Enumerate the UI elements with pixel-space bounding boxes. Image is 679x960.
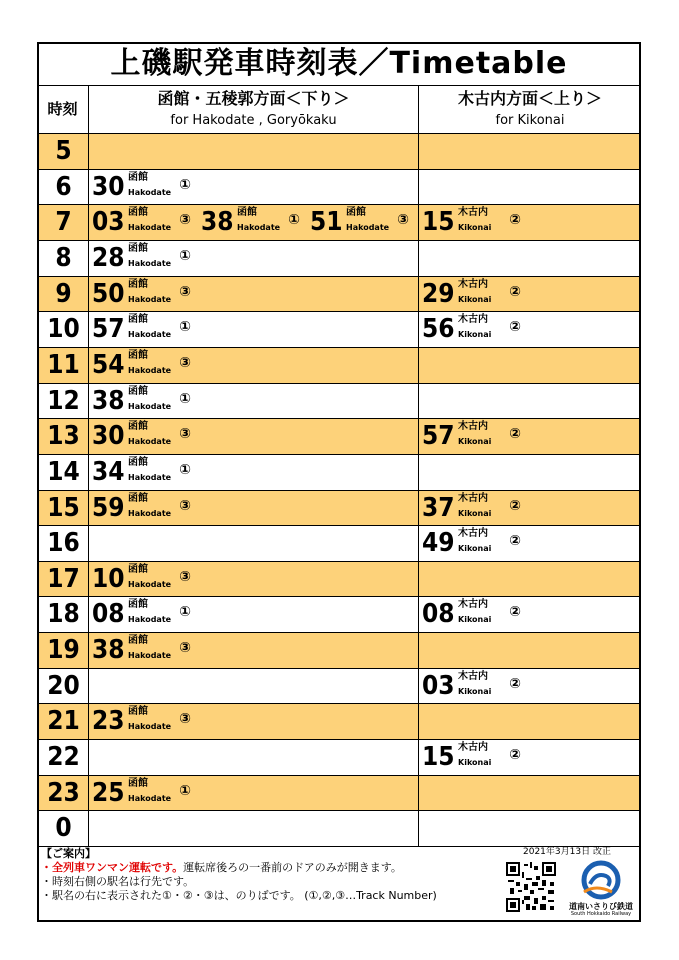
down-departures-cell <box>88 562 418 597</box>
railway-name-en: South Hokkaido Railway <box>570 911 632 917</box>
destination-en: Hakodate <box>128 579 172 589</box>
track-number: ② <box>509 319 521 336</box>
destination-jp: 函館 <box>128 635 148 647</box>
departure-minute: 38 <box>92 635 125 666</box>
departure-minute: 30 <box>92 171 125 202</box>
hour-cell: 22 <box>47 742 80 773</box>
table-row <box>39 170 639 206</box>
destination-en: Hakodate <box>128 793 172 803</box>
departure-minute: 28 <box>92 242 125 273</box>
track-number: ① <box>179 461 191 478</box>
hour-cell: 13 <box>47 421 80 452</box>
table-row <box>39 776 639 812</box>
table-row <box>39 811 639 847</box>
departure-minute: 15 <box>422 742 455 773</box>
notes-heading: 【ご案内】 <box>41 847 96 860</box>
table-row <box>39 704 639 740</box>
down-departures-cell <box>88 740 418 775</box>
table-row <box>39 312 639 348</box>
destination-jp: 函館 <box>128 171 148 183</box>
qr-code <box>506 862 556 912</box>
destination-en: Hakodate <box>128 223 172 233</box>
down-departures-cell <box>88 419 418 454</box>
hour-cell: 10 <box>47 314 80 345</box>
hour-cell: 20 <box>47 670 80 701</box>
hour-cell: 0 <box>55 813 72 844</box>
track-number: ③ <box>179 354 191 371</box>
destination-en: Hakodate <box>128 508 172 518</box>
track-number: ② <box>509 426 521 443</box>
up-departures-cell <box>418 811 639 846</box>
down-departures-cell <box>88 384 418 419</box>
down-departures-cell <box>88 134 418 169</box>
destination-en: Hakodate <box>128 187 172 197</box>
departure-minute: 08 <box>422 599 455 630</box>
departure-minute: 38 <box>92 385 125 416</box>
destination-en: Kikonai <box>458 615 492 625</box>
up-departures-cell <box>418 419 639 454</box>
up-departures-cell <box>418 526 639 561</box>
hour-cell: 12 <box>47 385 80 416</box>
destination-en: Kikonai <box>458 508 492 518</box>
departure-minute: 50 <box>92 278 125 309</box>
up-departures-cell <box>418 633 639 668</box>
track-number: ② <box>509 283 521 300</box>
table-row <box>39 348 639 384</box>
track-number: ③ <box>179 640 191 657</box>
departure-minute: 03 <box>92 207 125 238</box>
track-number: ① <box>179 176 191 193</box>
table-row <box>39 562 639 598</box>
hour-cell: 19 <box>47 635 80 666</box>
table-row <box>39 134 639 170</box>
hour-cell: 11 <box>47 349 80 380</box>
up-departures-cell <box>418 704 639 739</box>
down-departures-cell <box>88 597 418 632</box>
destination-en: Hakodate <box>346 223 390 233</box>
table-row <box>39 205 639 241</box>
destination-jp: 函館 <box>128 314 148 326</box>
departure-minute: 59 <box>92 492 125 523</box>
destination-en: Kikonai <box>458 437 492 447</box>
departure-minute: 23 <box>92 706 125 737</box>
up-departures-cell <box>418 776 639 811</box>
destination-jp: 木古内 <box>458 528 488 540</box>
page-title: 上磯駅発車時刻表／Timetable <box>37 42 641 86</box>
up-departures-cell <box>418 384 639 419</box>
up-direction-header <box>418 86 641 134</box>
destination-jp: 函館 <box>128 349 148 361</box>
table-row <box>39 419 639 455</box>
table-row <box>39 384 639 420</box>
destination-en: Kikonai <box>458 686 492 696</box>
up-departures-cell <box>418 312 639 347</box>
track-number: ③ <box>179 568 191 585</box>
note-one-man-text: 運転席後ろの一番前のドアのみが開きます。 <box>183 861 402 874</box>
down-departures-cell <box>88 241 418 276</box>
hour-cell: 5 <box>55 136 72 166</box>
track-number: ① <box>179 604 191 621</box>
table-row <box>39 633 639 669</box>
hour-cell: 18 <box>47 599 80 630</box>
departure-minute: 34 <box>92 456 125 487</box>
destination-en: Hakodate <box>128 472 172 482</box>
destination-jp: 木古内 <box>458 670 488 682</box>
destination-jp: 函館 <box>128 777 148 789</box>
up-direction-label-jp: 木古内方面＜上り＞ <box>457 89 602 108</box>
track-number: ① <box>288 212 300 229</box>
departure-minute: 30 <box>92 421 125 452</box>
destination-en: Hakodate <box>128 258 172 268</box>
note-one-man <box>41 861 402 875</box>
down-departures-cell <box>88 633 418 668</box>
destination-jp: 函館 <box>128 278 148 290</box>
table-row <box>39 491 639 527</box>
down-departures-cell <box>88 277 418 312</box>
hour-cell: 23 <box>47 777 80 808</box>
down-direction-header <box>88 86 418 134</box>
up-departures-cell <box>418 562 639 597</box>
note-track: ・駅名の右に表示された①・②・③は、のりばです。 (①,②,③…Track Number) <box>41 889 437 902</box>
destination-jp: 函館 <box>128 207 148 219</box>
wave-logo-icon <box>566 860 636 902</box>
down-departures-cell <box>88 669 418 704</box>
railway-name-jp: 道南いさりび鉄道 <box>569 902 633 911</box>
destination-jp: 函館 <box>128 385 148 397</box>
up-departures-cell <box>418 597 639 632</box>
destination-en: Hakodate <box>128 437 172 447</box>
up-direction-label-en: for Kikonai <box>495 113 565 128</box>
hour-cell: 16 <box>47 528 80 559</box>
destination-en: Kikonai <box>458 758 492 768</box>
up-departures-cell <box>418 455 639 490</box>
down-direction-label-jp: 函館・五稜郭方面＜下り＞ <box>157 89 350 108</box>
destination-jp: 木古内 <box>458 278 488 290</box>
destination-en: Hakodate <box>128 294 172 304</box>
track-number: ① <box>179 390 191 407</box>
departure-minute: 08 <box>92 599 125 630</box>
destination-jp: 木古内 <box>458 314 488 326</box>
departure-minute: 15 <box>422 207 455 238</box>
destination-en: Kikonai <box>458 544 492 554</box>
table-row <box>39 241 639 277</box>
destination-jp: 木古内 <box>458 599 488 611</box>
destination-en: Kikonai <box>458 330 492 340</box>
destination-jp: 函館 <box>128 242 148 254</box>
hour-column-header: 時刻 <box>37 86 88 134</box>
hour-cell: 8 <box>55 242 72 273</box>
up-departures-cell <box>418 491 639 526</box>
destination-jp: 函館 <box>128 706 148 718</box>
up-departures-cell <box>418 740 639 775</box>
down-departures-cell <box>88 348 418 383</box>
track-number: ③ <box>179 283 191 300</box>
down-departures-cell <box>88 776 418 811</box>
up-departures-cell <box>418 277 639 312</box>
destination-en: Hakodate <box>128 330 172 340</box>
track-number: ② <box>509 533 521 550</box>
departure-minute: 57 <box>422 421 455 452</box>
destination-en: Hakodate <box>237 223 281 233</box>
destination-jp: 函館 <box>128 599 148 611</box>
destination-jp: 木古内 <box>458 421 488 433</box>
destination-en: Hakodate <box>128 651 172 661</box>
departure-minute: 29 <box>422 278 455 309</box>
up-departures-cell <box>418 205 639 240</box>
track-number: ① <box>179 782 191 799</box>
up-departures-cell <box>418 348 639 383</box>
departure-minute: 37 <box>422 492 455 523</box>
departure-minute: 49 <box>422 528 455 559</box>
track-number: ② <box>509 604 521 621</box>
destination-en: Hakodate <box>128 615 172 625</box>
up-departures-cell <box>418 241 639 276</box>
table-row <box>39 669 639 705</box>
track-number: ③ <box>397 212 409 229</box>
down-departures-cell <box>88 455 418 490</box>
track-number: ② <box>509 212 521 229</box>
departure-minute: 51 <box>310 207 343 238</box>
revision-date: 2021年3月13日 改正 <box>523 847 611 857</box>
departure-minute: 57 <box>92 314 125 345</box>
destination-jp: 函館 <box>128 456 148 468</box>
table-row <box>39 597 639 633</box>
destination-en: Hakodate <box>128 401 172 411</box>
track-number: ② <box>509 497 521 514</box>
up-departures-cell <box>418 134 639 169</box>
down-departures-cell <box>88 312 418 347</box>
destination-en: Kikonai <box>458 294 492 304</box>
down-direction-label-en: for Hakodate , Goryōkaku <box>170 113 337 128</box>
departure-minute: 56 <box>422 314 455 345</box>
note-destination: ・時刻右側の駅名は行先です。 <box>41 875 195 888</box>
destination-en: Hakodate <box>128 365 172 375</box>
destination-jp: 木古内 <box>458 207 488 219</box>
down-departures-cell <box>88 526 418 561</box>
hour-cell: 6 <box>55 171 72 202</box>
up-departures-cell <box>418 669 639 704</box>
down-departures-cell <box>88 205 418 240</box>
table-row <box>39 526 639 562</box>
destination-jp: 函館 <box>128 492 148 504</box>
departure-minute: 10 <box>92 563 125 594</box>
table-row <box>39 277 639 313</box>
track-number: ① <box>179 247 191 264</box>
track-number: ① <box>179 319 191 336</box>
down-departures-cell <box>88 704 418 739</box>
departure-minute: 03 <box>422 670 455 701</box>
track-number: ② <box>509 675 521 692</box>
destination-jp: 函館 <box>128 421 148 433</box>
destination-en: Kikonai <box>458 223 492 233</box>
railway-logo <box>566 860 636 918</box>
table-row <box>39 740 639 776</box>
table-row <box>39 455 639 491</box>
track-number: ③ <box>179 212 191 229</box>
hour-cell: 15 <box>47 492 80 523</box>
hour-cell: 17 <box>47 563 80 594</box>
departure-minute: 25 <box>92 777 125 808</box>
destination-jp: 函館 <box>346 207 366 219</box>
destination-jp: 木古内 <box>458 492 488 504</box>
down-departures-cell <box>88 491 418 526</box>
destination-jp: 木古内 <box>458 742 488 754</box>
hour-cell: 7 <box>55 207 72 238</box>
destination-jp: 函館 <box>128 563 148 575</box>
departure-minute: 38 <box>201 207 234 238</box>
track-number: ③ <box>179 426 191 443</box>
destination-en: Hakodate <box>128 722 172 732</box>
hour-cell: 9 <box>55 278 72 309</box>
hour-cell: 14 <box>47 456 80 487</box>
hour-cell: 21 <box>47 706 80 737</box>
down-departures-cell <box>88 170 418 205</box>
up-departures-cell <box>418 170 639 205</box>
down-departures-cell <box>88 811 418 846</box>
track-number: ③ <box>179 497 191 514</box>
track-number: ② <box>509 747 521 764</box>
note-one-man-highlight: ・全列車ワンマン運転です。 <box>41 861 184 874</box>
departure-minute: 54 <box>92 349 125 380</box>
track-number: ③ <box>179 711 191 728</box>
destination-jp: 函館 <box>237 207 257 219</box>
